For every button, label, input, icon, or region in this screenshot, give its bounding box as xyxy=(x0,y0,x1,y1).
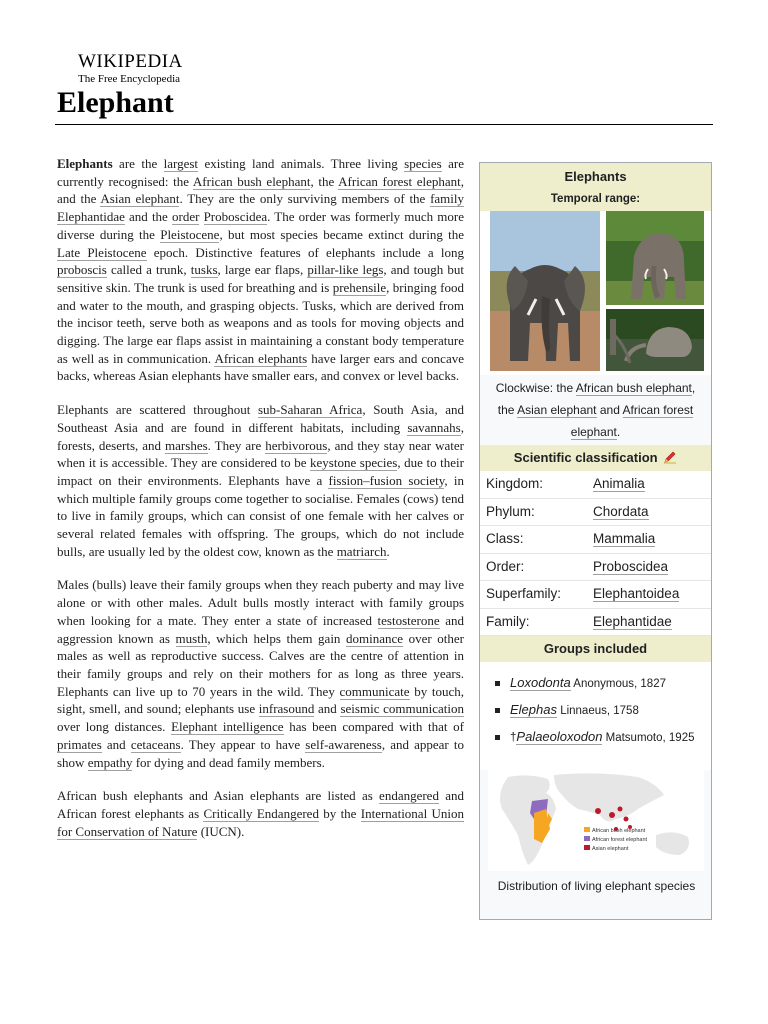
wiki-link[interactable]: African forest elephant xyxy=(338,173,461,189)
wiki-link[interactable]: Asian elephant xyxy=(517,403,597,417)
wiki-link[interactable]: musth xyxy=(175,630,208,646)
wiki-link[interactable]: sub-Saharan Africa xyxy=(257,402,363,418)
wiki-link[interactable]: prehensile xyxy=(332,279,387,295)
wiki-link[interactable]: savannahs xyxy=(407,419,461,435)
genus-link[interactable] xyxy=(516,729,603,745)
rank-value-link[interactable]: Elephantidae xyxy=(593,613,672,629)
wiki-link[interactable]: testosterone xyxy=(377,612,440,628)
wiki-link[interactable]: marshes xyxy=(165,437,208,453)
wiki-link[interactable]: self-awareness xyxy=(305,736,382,752)
wiki-link[interactable]: African bush elephant xyxy=(575,381,692,395)
taxon-authority: Linnaeus, 1758 xyxy=(560,705,639,717)
taxobox-header xyxy=(480,163,711,211)
legend-label-0: African bush elephant xyxy=(592,828,646,834)
african-bush-elephant-photo xyxy=(490,211,600,371)
wiki-link[interactable]: dominance xyxy=(346,630,404,646)
wiki-link[interactable]: empathy xyxy=(87,754,133,770)
rank-label: Order: xyxy=(486,558,525,574)
asian-elephant-photo xyxy=(606,211,704,305)
classification-row xyxy=(480,526,711,554)
taxon-authority: Anonymous, 1827 xyxy=(573,678,666,690)
temporal-range: Temporal range: xyxy=(550,193,641,205)
group-item xyxy=(480,670,711,697)
genus-link[interactable] xyxy=(510,702,557,718)
group-item xyxy=(480,724,711,751)
taxobox-title: Elephants xyxy=(564,169,627,184)
wiki-link[interactable]: communicate xyxy=(339,683,410,699)
wiki-link[interactable]: Late Pleistocene xyxy=(57,244,147,260)
rank-value-link[interactable]: Proboscidea xyxy=(593,558,669,574)
photo-montage[interactable] xyxy=(480,211,711,375)
wiki-link[interactable]: primates xyxy=(57,736,102,752)
wiki-link[interactable]: largest xyxy=(163,156,199,171)
wiki-link[interactable]: order xyxy=(171,209,200,225)
classification-row xyxy=(480,581,711,609)
extinct-marker: † xyxy=(510,732,517,744)
groups-included-header: Groups included xyxy=(480,636,711,662)
wiki-link[interactable]: African bush elephant xyxy=(192,173,311,189)
wiki-link[interactable]: African elephants xyxy=(214,350,308,366)
wiki-link[interactable]: Proboscidea xyxy=(203,209,268,225)
groups-list xyxy=(480,662,711,770)
paragraph-conservation: African bush elephants and Asian elephants are listed as endangered and African forest elephants as Critically Endangered by the International Union for Conservation of Nature (IUCN). xyxy=(57,788,464,839)
wiki-link[interactable]: pillar-like legs xyxy=(307,262,384,278)
scientific-classification-header xyxy=(480,445,711,471)
genus-name: Loxodonta xyxy=(510,675,571,690)
wiki-link[interactable]: herbivorous xyxy=(265,437,328,453)
wiki-link[interactable]: International Union for Conservation of Nature xyxy=(57,805,464,839)
paragraph-intro: Elephants are the largest existing land animals. Three living species are currently recognised: the African bush elephant, the African forest elephant, and the Asian elephant. They are the only surviving members of the family Elephantidae and the order Proboscidea. The order was formerly much more diverse during the Pleistocene, but most species became extinct during the Late Pleistocene epoch. Distinctive features of elephants include a long proboscis called a trunk, tusks, large ear flaps, pillar-like legs, and tough but sensitive skin. The trunk is used for breathing and is prehensile, bringing food and water to the mouth, and grasping objects. Tusks, which are derived from the incisor teeth, serve both as weapons and as tools for moving objects and digging. The large ear flaps assist in maintaining a constant body temperature as well as in communication. African elephants have larger ears and concave backs, whereas Asian elephants have smaller ears, and convex or level backs. xyxy=(57,156,464,384)
article-body xyxy=(57,155,464,856)
wiki-link[interactable]: tusks xyxy=(190,262,218,278)
rank-value-link[interactable]: Mammalia xyxy=(593,531,656,546)
wiki-link[interactable]: seismic communication xyxy=(340,701,464,717)
distribution-map[interactable] xyxy=(488,769,704,871)
taxon-authority: Matsumoto, 1925 xyxy=(605,732,695,744)
group-item xyxy=(480,697,711,724)
rank-label: Family: xyxy=(486,613,530,629)
legend-swatch-1 xyxy=(584,836,590,841)
rank-value-link[interactable]: Chordata xyxy=(593,503,649,519)
legend-swatch-2 xyxy=(584,845,590,850)
wiki-link[interactable]: cetaceans xyxy=(130,736,181,752)
genus-link[interactable] xyxy=(510,675,571,691)
genus-name: Palaeoloxodon xyxy=(516,729,603,744)
wiki-link[interactable]: family xyxy=(430,191,464,207)
wikipedia-logo[interactable] xyxy=(78,52,183,85)
wiki-link[interactable]: endangered xyxy=(379,788,439,804)
wiki-link[interactable]: Elephantidae xyxy=(57,209,125,225)
classification-row xyxy=(480,471,711,499)
wiki-link[interactable]: Critically Endangered xyxy=(203,805,319,821)
paragraph-behaviour: Males (bulls) leave their family groups when they reach puberty and may live alone or with other males. Adult bulls mostly interact with family groups when looking for a mate. They enter a state of increased testosterone and aggression known as musth, which helps them gain dominance over other males as well as reproductive success. Calves are the centre of attention in their family groups and rely on their mothers for as long as three years. Elephants can live up to 70 years in the wild. They communicate by touch, sight, smell, and sound; elephants use infrasound and seismic communication over long distances. Elephant intelligence has been compared with that of primates and cetaceans. They appear to have self-awareness, and appear to show empathy for dying and dead family members. xyxy=(57,577,465,770)
legend-label-1: African forest elephant xyxy=(592,837,648,843)
wiki-link[interactable]: proboscis xyxy=(57,262,107,278)
map-caption: Distribution of living elephant species xyxy=(497,879,696,893)
rank-label: Class: xyxy=(486,531,524,546)
african-forest-elephant-photo xyxy=(606,309,704,371)
scientific-classification-label: Scientific classification xyxy=(513,450,658,465)
classification-row xyxy=(480,499,711,527)
rank-label: Phylum: xyxy=(486,503,535,519)
wiki-link[interactable]: infrasound xyxy=(258,701,315,717)
rank-value-link[interactable]: Elephantoidea xyxy=(593,586,680,601)
title-divider xyxy=(55,124,713,125)
rank-label: Superfamily: xyxy=(486,586,562,601)
photo-caption: Clockwise: the African bush elephant, the Asian elephant and African forest elephant. xyxy=(495,381,696,439)
logo-tagline: The Free Encyclopedia xyxy=(78,73,181,85)
wiki-link[interactable]: species xyxy=(404,156,442,171)
rank-label: Kingdom: xyxy=(486,476,544,491)
genus-name: Elephas xyxy=(510,702,557,717)
page-title: Elephant xyxy=(57,86,174,119)
wiki-link[interactable]: Pleistocene xyxy=(160,226,220,242)
classification-table xyxy=(480,471,711,636)
classification-row xyxy=(480,554,711,582)
taxobox xyxy=(479,162,712,920)
logo-wordmark: WIKIPEDIA xyxy=(78,51,183,72)
classification-row xyxy=(480,609,711,637)
bold-term: Elephants xyxy=(57,156,113,171)
paragraph-distribution: Elephants are scattered throughout sub-Saharan Africa, South Asia, and Southeast Asia and are found in different habitats, including savannahs, forests, deserts, and marshes. They are herbivorous, and they stay near water when it is accessible. They are considered to be keystone species, due to their impact on their environments. Elephants have a fission–fusion society, in which multiple family groups come together to socialise. Females (cows) tend to live in family groups, which can consist of one female with her calves or several related females with offspring. The groups, which do not include bulls, are usually led by the oldest cow, known as the matriarch. xyxy=(57,402,464,559)
wiki-link[interactable]: keystone species xyxy=(310,455,398,471)
wiki-link[interactable]: African forest elephant xyxy=(570,403,694,439)
wiki-link[interactable]: Asian elephant xyxy=(100,191,180,207)
wiki-link[interactable]: Elephant intelligence xyxy=(171,719,284,735)
wiki-link[interactable]: fission–fusion society xyxy=(328,472,445,488)
wiki-link[interactable]: matriarch xyxy=(336,543,387,559)
legend-swatch-0 xyxy=(584,827,590,832)
pencil-icon[interactable] xyxy=(663,450,677,464)
legend-label-2: Asian elephant xyxy=(592,846,629,852)
rank-value-link[interactable]: Animalia xyxy=(593,476,645,491)
